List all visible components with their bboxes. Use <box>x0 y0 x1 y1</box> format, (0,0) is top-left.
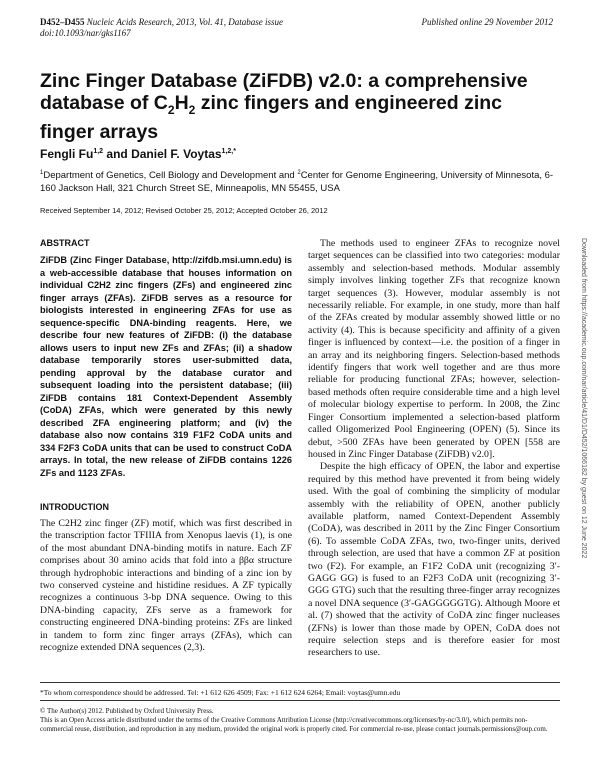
paragraph-methods: The methods used to engineer ZFAs to recognize novel target sequences can be classified into two categories: modular assembly and selection-based methods. Modular assembly simply involves linking together ZFs that recognize known target sequences (3). However, modular assembly is not necessarily reliable. For example, in one study, more than half of the ZFAs created by modular assembly showed little or no activity (4). This is because specificity and affinity of a given finger is influenced by context—i.e. the position of a finger in an array and its neighboring fingers. Selection-based methods identify fingers that work well together and are thus more reliable for producing functional ZFAs; however, selection-based methods often require considerable time and a high level of molecular biology expertise to perform. In 2008, the Zinc Finger Consortium implemented a selection-based platform called Oligomerized Pool Engineering (OPEN) (5). Since its debut, >500 ZFAs have been generated by OPEN [558 are housed in Zinc Finger Database (ZiFDB) v2.0]. <box>308 238 560 460</box>
doi: doi:10.1093/nar/gks1167 <box>40 28 131 38</box>
published-date: Published online 29 November 2012 <box>421 17 553 27</box>
abstract-text: ZiFDB (Zinc Finger Database, http://zifdb.msi.umn.edu) is a web-accessible database that houses information on individual C2H2 zinc fingers (ZFs) and engineered zinc finger arrays (ZFAs). ZiFDB serves as a resource for biologists interested in engineering ZFAs for use as sequence-specific DNA-binding reagents. Here, we describe four new features of ZiFDB: (i) the database allows users to input new ZFs and ZFAs; (ii) a shadow database temporarily stores user-submitted data, pending approval by the database curator and subsequent loading into the persistent database; (iii) ZiFDB contains 181 Context-Dependent Assembly (CoDA) ZFAs, which were generated by this newly described ZFA engineering platform; and (iv) the database also now contains 319 F1F2 CoDA units and 334 F2F3 CoDA units that can be used to construct CoDA arrays. In total, the new release of ZiFDB contains 1226 ZFs and 1123 ZFAs. <box>40 255 292 478</box>
download-watermark <box>577 238 587 648</box>
affiliations: $^1$Department of Genetics, Cell Biology and Development and $^2$Center for Genome Engineering, University of Minnesota, 6-160 Jackson Hall, 321 Church Street SE, Minneapolis, MN 55455, USA <box>40 170 554 194</box>
received-dates: Received September 14, 2012; Revised October 25, 2012; Accepted October 26, 2012 <box>40 206 328 215</box>
authors: Fengli Fu$^{1,2}$ and Daniel F. Voytas$^{1,2,*}$ <box>40 147 236 161</box>
download-watermark-text: Downloaded from https://academic.oup.com/nar/article/41/D1/D452/1066182 by guest on 12 June 2022 <box>580 238 587 559</box>
article-title: Zinc Finger Database (ZiFDB) v2.0: a comprehensive database of $C_2H_2$ zinc fingers and engineered zinc finger arrays <box>40 70 528 143</box>
paragraph-coda: Despite the high efficacy of OPEN, the labor and expertise required by this method have prevented it from being widely used. With the goal of combining the simplicity of modular assembly with the reliability of OPEN, another publicly available platform, named Context-Dependent Assembly (CoDA), was described in 2011 by the Zinc Finger Consortium (6). To assemble CoDA ZFAs, two, two-finger units, derived through selection, are used that have a common ZF at position two (F2). For example, an F1F2 CoDA unit (recognizing 3′-GAGG GG) is fused to an F2F3 CoDA unit (recognizing 3′-GGG GTG) such that the resulting three-finger array recognizes a novel DNA sequence (3′-GAGGGGGTG). Although Moore et al. (7) showed that the activity of CoDA zinc finger nucleases (ZFNs) is lower than those made by OPEN, CoDA does not require selection steps and is therefore easier for most researchers to use. <box>308 461 560 659</box>
introduction-text: The C2H2 zinc finger (ZF) motif, which was first described in the transcription factor TFIIIA from Xenopus laevis (1), is one of the most abundant DNA-binding motifs in nature. Each ZF comprises about 30 amino acids that fold into a ββα structure through hydrophobic interactions and binding of a zinc ion by two conserved cysteine and histidine residues. A ZF typically recognizes a continuous 3-bp DNA sequence. Owing to this DNA-binding capacity, ZFs serve as a framework for constructing engineered DNA-binding proteins: ZFs are linked in tandem to form zinc finger arrays (ZFAs), which can recognize extended DNA sequences (2,3). <box>40 518 292 654</box>
license-text: This is an Open Access article distributed under the terms of the Creative Commons Attribution License (http://creativecommons.org/licenses/by-nc/3.0/), which permits non-commercial reuse, distribution, and reproduction in any medium, provided the original work is properly cited. For commercial re-use, please contact journals.permissions@oup.com. <box>40 716 548 733</box>
copyright-divider <box>40 700 560 701</box>
copyright-line: © The Author(s) 2012. Published by Oxford University Press. <box>40 707 214 715</box>
copyright-notice <box>40 707 560 734</box>
page-range: D452–D455 <box>40 17 85 27</box>
journal-citation: Nucleic Acids Research, 2013, Vol. 41, Database issue <box>86 17 283 27</box>
abstract-heading: ABSTRACT <box>40 238 90 248</box>
footnote-divider <box>40 682 560 683</box>
correspondence-footnote: *To whom correspondence should be addressed. Tel: +1 612 626 4509; Fax: +1 612 624 6264; Email: voytas@umn.edu <box>40 688 401 697</box>
running-header-left <box>40 17 283 39</box>
right-column <box>308 238 560 660</box>
introduction-heading: INTRODUCTION <box>40 502 109 512</box>
